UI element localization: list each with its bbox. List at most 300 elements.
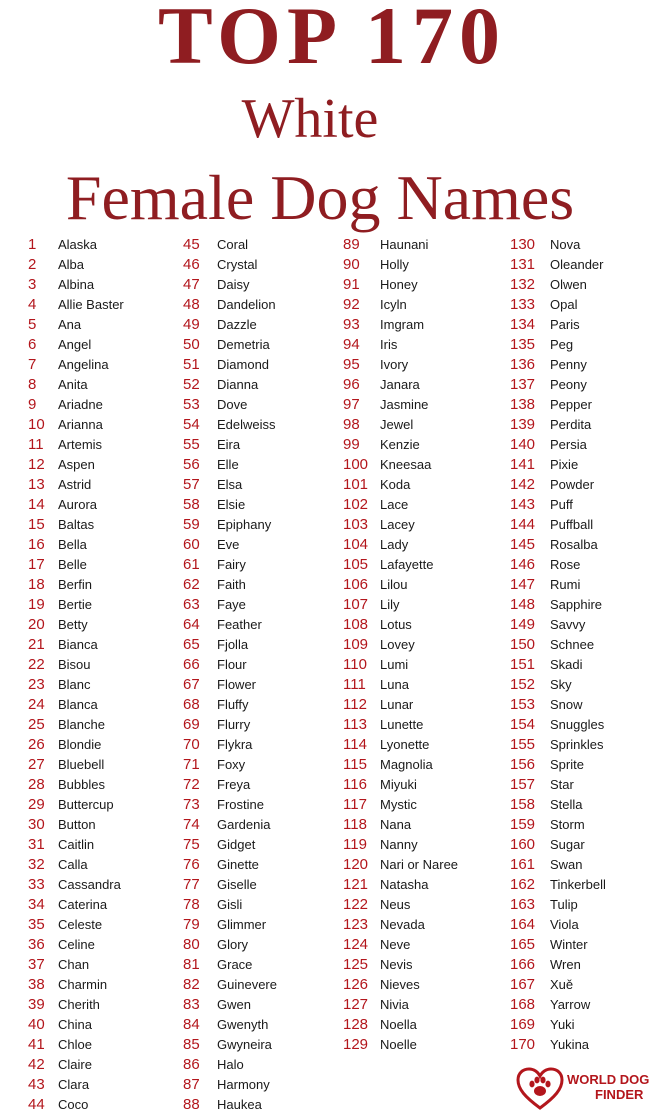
list-item-name: Belle bbox=[58, 557, 87, 572]
list-item-name: Flower bbox=[217, 677, 257, 692]
list-item-number: 95 bbox=[343, 356, 360, 373]
list-item-number: 141 bbox=[510, 456, 536, 473]
list-item-name: Ivory bbox=[380, 357, 409, 372]
list-item-name: Imgram bbox=[380, 317, 425, 332]
list-item-number: 107 bbox=[343, 596, 369, 613]
list-item-number: 114 bbox=[343, 736, 367, 753]
list-item-name: Kenzie bbox=[380, 437, 420, 452]
list-item-number: 87 bbox=[183, 1076, 200, 1093]
list-item-name: Lacey bbox=[380, 517, 415, 532]
list-item-number: 120 bbox=[343, 856, 369, 873]
list-item-number: 45 bbox=[183, 236, 200, 253]
list-item-number: 9 bbox=[28, 396, 37, 413]
list-item-name: Gwen bbox=[217, 997, 251, 1012]
list-item-number: 111 bbox=[343, 676, 366, 693]
list-item-number: 148 bbox=[510, 596, 536, 613]
list-item-name: Cassandra bbox=[58, 877, 121, 892]
list-item-name: Noella bbox=[380, 1017, 417, 1032]
list-item-number: 119 bbox=[343, 836, 367, 853]
list-item-name: Lyonette bbox=[380, 737, 430, 752]
list-item-number: 129 bbox=[343, 1036, 369, 1053]
list-item-name: Frostine bbox=[217, 797, 264, 812]
list-item-name: Elsa bbox=[217, 477, 243, 492]
list-item-number: 138 bbox=[510, 396, 536, 413]
list-item-number: 79 bbox=[183, 916, 200, 933]
list-item-number: 128 bbox=[343, 1016, 369, 1033]
list-item-name: Viola bbox=[550, 917, 579, 932]
list-item-number: 127 bbox=[343, 996, 369, 1013]
list-item-name: Gisli bbox=[217, 897, 243, 912]
list-item-number: 86 bbox=[183, 1056, 200, 1073]
list-item-number: 144 bbox=[510, 516, 536, 533]
list-item-number: 96 bbox=[343, 376, 360, 393]
list-item-name: Foxy bbox=[217, 757, 246, 772]
list-item-number: 165 bbox=[510, 936, 536, 953]
list-item-number: 80 bbox=[183, 936, 200, 953]
list-item-name: Flour bbox=[217, 657, 247, 672]
list-item-name: Yuki bbox=[550, 1017, 575, 1032]
list-item-name: Opal bbox=[550, 297, 578, 312]
list-item-number: 90 bbox=[343, 256, 360, 273]
list-item-number: 67 bbox=[183, 676, 200, 693]
list-item-number: 47 bbox=[183, 276, 200, 293]
list-item-name: Sprite bbox=[550, 757, 584, 772]
list-item-name: Flykra bbox=[217, 737, 253, 752]
page-subtitle-white: White bbox=[241, 88, 379, 150]
list-item-name: Epiphany bbox=[217, 517, 272, 532]
list-item-number: 137 bbox=[510, 376, 536, 393]
list-item-name: Nana bbox=[380, 817, 412, 832]
list-item-number: 76 bbox=[183, 856, 200, 873]
list-item-number: 4 bbox=[28, 296, 37, 313]
list-item-name: Star bbox=[550, 777, 574, 792]
list-item-name: Noelle bbox=[380, 1037, 417, 1052]
list-item-name: Berfin bbox=[58, 577, 92, 592]
list-item-number: 7 bbox=[28, 356, 37, 373]
list-item-number: 142 bbox=[510, 476, 536, 493]
list-item-name: Gardenia bbox=[217, 817, 271, 832]
list-item-number: 146 bbox=[510, 556, 536, 573]
list-item-name: Artemis bbox=[58, 437, 103, 452]
list-item-number: 2 bbox=[28, 256, 37, 273]
list-item-number: 27 bbox=[28, 756, 45, 773]
list-item-name: Koda bbox=[380, 477, 411, 492]
list-item-name: Lily bbox=[380, 597, 400, 612]
list-item-number: 24 bbox=[28, 696, 45, 713]
list-item-name: Dandelion bbox=[217, 297, 276, 312]
list-item-name: Coral bbox=[217, 237, 249, 252]
list-item-number: 36 bbox=[28, 936, 45, 953]
list-item-number: 25 bbox=[28, 716, 45, 733]
list-item-name: Ginette bbox=[217, 857, 259, 872]
list-item-name: Fjolla bbox=[217, 637, 249, 652]
list-item-number: 135 bbox=[510, 336, 536, 353]
list-item-number: 143 bbox=[510, 496, 536, 513]
list-item-number: 131 bbox=[510, 256, 536, 273]
list-item-number: 8 bbox=[28, 376, 37, 393]
list-item-number: 108 bbox=[343, 616, 369, 633]
list-item-number: 14 bbox=[28, 496, 45, 513]
list-item-name: Jewel bbox=[380, 417, 414, 432]
list-item-number: 154 bbox=[510, 716, 536, 733]
list-item-name: Celeste bbox=[58, 917, 103, 932]
list-item-name: Wren bbox=[550, 957, 581, 972]
list-item-number: 102 bbox=[343, 496, 369, 513]
list-item-number: 28 bbox=[28, 776, 45, 793]
list-item-name: Aspen bbox=[58, 457, 95, 472]
list-item-name: Puff bbox=[550, 497, 573, 512]
list-item-number: 17 bbox=[28, 556, 45, 573]
list-item-name: Alba bbox=[58, 257, 85, 272]
world-dog-finder-logo bbox=[515, 1066, 655, 1112]
list-item-name: Gwyneira bbox=[217, 1037, 272, 1052]
list-item-number: 92 bbox=[343, 296, 360, 313]
list-item-number: 136 bbox=[510, 356, 536, 373]
list-item-name: Nieves bbox=[380, 977, 420, 992]
list-item-name: Rose bbox=[550, 557, 581, 572]
list-item-number: 115 bbox=[343, 756, 367, 773]
list-item-name: Faye bbox=[217, 597, 246, 612]
list-item-name: Fluffy bbox=[217, 697, 249, 712]
list-item-name: Rosalba bbox=[550, 537, 598, 552]
list-item-number: 40 bbox=[28, 1016, 45, 1033]
list-item-number: 166 bbox=[510, 956, 536, 973]
list-item-number: 116 bbox=[343, 776, 367, 793]
list-item-number: 39 bbox=[28, 996, 45, 1013]
list-item-number: 68 bbox=[183, 696, 200, 713]
list-item-number: 149 bbox=[510, 616, 536, 633]
list-item-number: 110 bbox=[343, 656, 367, 673]
list-item-name: Clara bbox=[58, 1077, 90, 1092]
list-item-number: 162 bbox=[510, 876, 536, 893]
list-item-number: 53 bbox=[183, 396, 200, 413]
list-item-number: 109 bbox=[343, 636, 369, 653]
list-item-number: 59 bbox=[183, 516, 200, 533]
list-item-name: Blondie bbox=[58, 737, 102, 752]
list-item-number: 118 bbox=[343, 816, 367, 833]
list-item-name: Alaska bbox=[58, 237, 98, 252]
list-item-name: Haunani bbox=[380, 237, 429, 252]
list-item-number: 103 bbox=[343, 516, 369, 533]
list-item-name: Schnee bbox=[550, 637, 595, 652]
list-item-name: Chloe bbox=[58, 1037, 92, 1052]
list-item-name: Luna bbox=[380, 677, 409, 692]
list-item-number: 155 bbox=[510, 736, 536, 753]
list-item-name: Tulip bbox=[550, 897, 578, 912]
list-item-name: Bluebell bbox=[58, 757, 105, 772]
list-item-number: 117 bbox=[343, 796, 367, 813]
list-item-name: Icyln bbox=[380, 297, 407, 312]
list-item-number: 55 bbox=[183, 436, 200, 453]
list-item-name: Dazzle bbox=[217, 317, 257, 332]
list-item-name: Sapphire bbox=[550, 597, 603, 612]
list-item-number: 37 bbox=[28, 956, 45, 973]
list-item-number: 50 bbox=[183, 336, 200, 353]
list-item-number: 113 bbox=[343, 716, 367, 733]
list-item-number: 65 bbox=[183, 636, 200, 653]
list-item-name: Diamond bbox=[217, 357, 270, 372]
list-item-name: Dove bbox=[217, 397, 248, 412]
list-item-number: 170 bbox=[510, 1036, 536, 1053]
list-item-number: 126 bbox=[343, 976, 369, 993]
list-item-number: 62 bbox=[183, 576, 200, 593]
list-item-name: Iris bbox=[380, 337, 398, 352]
list-item-number: 6 bbox=[28, 336, 37, 353]
list-item-number: 168 bbox=[510, 996, 536, 1013]
list-item-number: 85 bbox=[183, 1036, 200, 1053]
list-item-name: Ana bbox=[58, 317, 82, 332]
list-item-number: 21 bbox=[28, 636, 45, 653]
list-item-name: Crystal bbox=[217, 257, 258, 272]
list-item-number: 130 bbox=[510, 236, 536, 253]
list-item-name: Janara bbox=[380, 377, 420, 392]
list-item-name: Yukina bbox=[550, 1037, 590, 1052]
list-item-name: Nevis bbox=[380, 957, 413, 972]
list-item-number: 34 bbox=[28, 896, 45, 913]
list-item-name: Caitlin bbox=[58, 837, 95, 852]
list-item-name: Bisou bbox=[58, 657, 91, 672]
list-item-name: Natasha bbox=[380, 877, 429, 892]
list-item-number: 33 bbox=[28, 876, 45, 893]
list-item-name: Snow bbox=[550, 697, 583, 712]
list-item-name: Lunar bbox=[380, 697, 414, 712]
list-item-name: Eira bbox=[217, 437, 241, 452]
list-item-name: Nova bbox=[550, 237, 581, 252]
list-item-number: 122 bbox=[343, 896, 369, 913]
list-item-number: 20 bbox=[28, 616, 45, 633]
list-item-name: Daisy bbox=[217, 277, 250, 292]
list-item-name: Blanc bbox=[58, 677, 91, 692]
list-item-name: Mystic bbox=[380, 797, 417, 812]
list-item-name: Blanche bbox=[58, 717, 105, 732]
list-item-number: 23 bbox=[28, 676, 45, 693]
list-item-number: 46 bbox=[183, 256, 200, 273]
list-item-name: Calla bbox=[58, 857, 88, 872]
list-item-name: Allie Baster bbox=[58, 297, 124, 312]
list-item-number: 63 bbox=[183, 596, 200, 613]
list-item-name: Lilou bbox=[380, 577, 408, 592]
list-item-number: 35 bbox=[28, 916, 45, 933]
list-item-name: Gidget bbox=[217, 837, 256, 852]
list-item-number: 72 bbox=[183, 776, 200, 793]
list-item-name: Lady bbox=[380, 537, 409, 552]
list-item-number: 169 bbox=[510, 1016, 536, 1033]
list-item-name: Caterina bbox=[58, 897, 108, 912]
list-item-name: Harmony bbox=[217, 1077, 270, 1092]
list-item-number: 158 bbox=[510, 796, 536, 813]
list-item-name: Penny bbox=[550, 357, 587, 372]
list-item-name: Feather bbox=[217, 617, 262, 632]
list-item-number: 52 bbox=[183, 376, 200, 393]
list-item-name: Olwen bbox=[550, 277, 587, 292]
list-item-name: Arianna bbox=[58, 417, 103, 432]
list-item-name: Lafayette bbox=[380, 557, 434, 572]
list-item-number: 18 bbox=[28, 576, 45, 593]
list-item-name: Eve bbox=[217, 537, 240, 552]
list-item-number: 19 bbox=[28, 596, 45, 613]
list-item-number: 38 bbox=[28, 976, 45, 993]
list-item-number: 56 bbox=[183, 456, 200, 473]
list-item-number: 151 bbox=[510, 656, 536, 673]
list-item-number: 100 bbox=[343, 456, 369, 473]
list-item-name: Miyuki bbox=[380, 777, 417, 792]
list-item-number: 74 bbox=[183, 816, 200, 833]
list-item-number: 140 bbox=[510, 436, 536, 453]
list-item-number: 31 bbox=[28, 836, 45, 853]
list-item-name: Gwenyth bbox=[217, 1017, 269, 1032]
list-item-name: Snuggles bbox=[550, 717, 605, 732]
list-item-name: Sugar bbox=[550, 837, 585, 852]
list-item-number: 71 bbox=[183, 756, 200, 773]
list-item-name: Swan bbox=[550, 857, 583, 872]
list-item-name: Faith bbox=[217, 577, 246, 592]
logo-text bbox=[567, 1072, 649, 1102]
list-item-name: Bertie bbox=[58, 597, 92, 612]
list-item-name: Puffball bbox=[550, 517, 594, 532]
list-item-number: 167 bbox=[510, 976, 536, 993]
list-item-number: 164 bbox=[510, 916, 536, 933]
paw-heart-icon bbox=[515, 1066, 565, 1112]
list-item-number: 70 bbox=[183, 736, 200, 753]
list-item-number: 66 bbox=[183, 656, 200, 673]
list-item-name: Charmin bbox=[58, 977, 108, 992]
list-item-number: 139 bbox=[510, 416, 536, 433]
list-item-number: 69 bbox=[183, 716, 200, 733]
list-item-name: Skadi bbox=[550, 657, 583, 672]
list-item-number: 16 bbox=[28, 536, 45, 553]
list-item-name: Winter bbox=[550, 937, 588, 952]
list-item-number: 121 bbox=[343, 876, 369, 893]
list-item-number: 159 bbox=[510, 816, 536, 833]
list-item-number: 48 bbox=[183, 296, 200, 313]
list-item-name: Fairy bbox=[217, 557, 246, 572]
list-item-number: 99 bbox=[343, 436, 360, 453]
list-item-name: Sky bbox=[550, 677, 572, 692]
list-item-name: Angelina bbox=[58, 357, 109, 372]
list-item-number: 101 bbox=[343, 476, 369, 493]
list-item-number: 152 bbox=[510, 676, 536, 693]
list-item-name: Elle bbox=[217, 457, 239, 472]
list-item-name: Magnolia bbox=[380, 757, 433, 772]
list-item-number: 83 bbox=[183, 996, 200, 1013]
list-item-name: Lumi bbox=[380, 657, 409, 672]
list-item-number: 161 bbox=[510, 856, 536, 873]
list-item-number: 51 bbox=[183, 356, 200, 373]
list-item-name: Demetria bbox=[217, 337, 270, 352]
list-item-number: 15 bbox=[28, 516, 45, 533]
list-item-number: 132 bbox=[510, 276, 536, 293]
list-item-name: Pepper bbox=[550, 397, 592, 412]
list-item-name: Nivia bbox=[380, 997, 409, 1012]
list-item-number: 88 bbox=[183, 1096, 200, 1113]
page-subtitle-female-dog-names: Female Dog Names bbox=[65, 162, 575, 233]
list-item-name: Nevada bbox=[380, 917, 425, 932]
list-item-number: 54 bbox=[183, 416, 200, 433]
list-item-number: 84 bbox=[183, 1016, 200, 1033]
list-item-number: 153 bbox=[510, 696, 536, 713]
list-item-name: Paris bbox=[550, 317, 580, 332]
list-item-number: 11 bbox=[28, 436, 44, 453]
list-item-number: 163 bbox=[510, 896, 536, 913]
list-item-number: 81 bbox=[183, 956, 200, 973]
page-title: TOP 170 bbox=[157, 0, 507, 81]
list-item-number: 94 bbox=[343, 336, 360, 353]
list-item-name: Persia bbox=[550, 437, 587, 452]
list-item-name: Yarrow bbox=[550, 997, 591, 1012]
list-item-name: Oleander bbox=[550, 257, 604, 272]
list-item-name: Peg bbox=[550, 337, 574, 352]
list-item-name: Lunette bbox=[380, 717, 424, 732]
list-item-name: Bella bbox=[58, 537, 87, 552]
list-item-name: Coco bbox=[58, 1097, 89, 1112]
list-item-name: Flurry bbox=[217, 717, 251, 732]
list-item-number: 29 bbox=[28, 796, 45, 813]
list-item-number: 145 bbox=[510, 536, 536, 553]
list-item-name: Bubbles bbox=[58, 777, 105, 792]
list-item-name: Neve bbox=[380, 937, 411, 952]
list-item-number: 125 bbox=[343, 956, 369, 973]
list-item-name: China bbox=[58, 1017, 92, 1032]
list-item-number: 104 bbox=[343, 536, 369, 553]
list-item-number: 150 bbox=[510, 636, 536, 653]
list-item-name: Holly bbox=[380, 257, 409, 272]
list-item-number: 61 bbox=[183, 556, 200, 573]
list-item-number: 64 bbox=[183, 616, 200, 633]
list-item-number: 77 bbox=[183, 876, 200, 893]
list-item-name: Astrid bbox=[58, 477, 92, 492]
list-item-name: Sprinkles bbox=[550, 737, 604, 752]
list-item-number: 105 bbox=[343, 556, 369, 573]
list-item-name: Grace bbox=[217, 957, 253, 972]
list-item-number: 97 bbox=[343, 396, 360, 413]
list-item-number: 26 bbox=[28, 736, 45, 753]
list-item-name: Lace bbox=[380, 497, 409, 512]
list-item-name: Betty bbox=[58, 617, 88, 632]
list-item-number: 44 bbox=[28, 1096, 45, 1113]
list-item-name: Angel bbox=[58, 337, 92, 352]
list-item-name: Perdita bbox=[550, 417, 592, 432]
list-item-name: Nanny bbox=[380, 837, 418, 852]
list-item-name: Guinevere bbox=[217, 977, 277, 992]
list-item-name: Pixie bbox=[550, 457, 579, 472]
list-item-number: 106 bbox=[343, 576, 369, 593]
list-item-name: Lovey bbox=[380, 637, 415, 652]
list-item-name: Button bbox=[58, 817, 96, 832]
list-item-number: 1 bbox=[28, 236, 37, 253]
list-item-name: Lotus bbox=[380, 617, 412, 632]
list-item-name: Glimmer bbox=[217, 917, 267, 932]
list-item-number: 93 bbox=[343, 316, 360, 333]
list-item-name: Buttercup bbox=[58, 797, 114, 812]
list-item-number: 112 bbox=[343, 696, 367, 713]
list-item-number: 13 bbox=[28, 476, 45, 493]
list-item-number: 10 bbox=[28, 416, 45, 433]
list-item-name: Albina bbox=[58, 277, 95, 292]
list-item-name: Elsie bbox=[217, 497, 246, 512]
list-item-number: 157 bbox=[510, 776, 536, 793]
list-item-number: 22 bbox=[28, 656, 45, 673]
list-item-name: Ariadne bbox=[58, 397, 103, 412]
list-item-number: 134 bbox=[510, 316, 536, 333]
list-item-number: 49 bbox=[183, 316, 200, 333]
logo-line-2: FINDER bbox=[595, 1087, 644, 1102]
list-item-number: 75 bbox=[183, 836, 200, 853]
list-item-name: Neus bbox=[380, 897, 411, 912]
list-item-name: Giselle bbox=[217, 877, 257, 892]
list-item-number: 60 bbox=[183, 536, 200, 553]
logo-line-1: WORLD DOG bbox=[567, 1072, 650, 1087]
list-item-name: Blanca bbox=[58, 697, 98, 712]
